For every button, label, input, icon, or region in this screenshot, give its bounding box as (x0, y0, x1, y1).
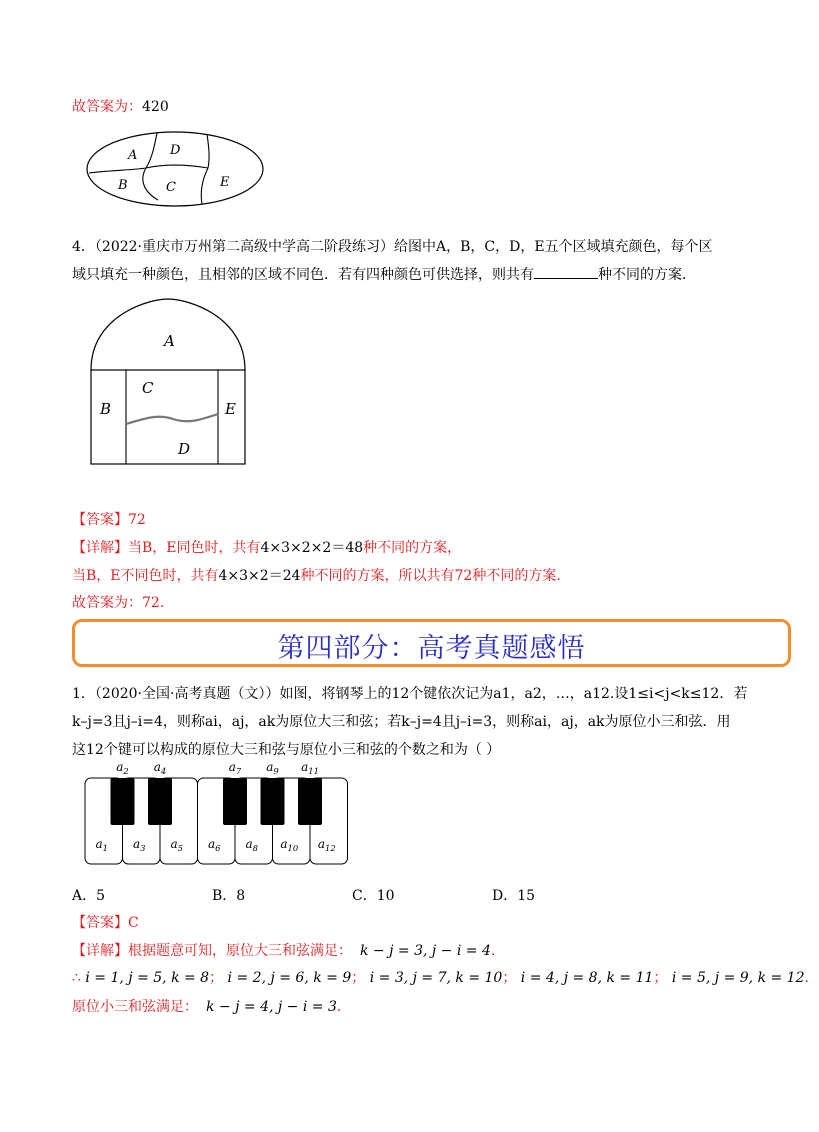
q4-text2b: 种不同的方案． (598, 267, 696, 283)
black-key (223, 778, 247, 825)
answer-tag: 【答案】 (72, 915, 128, 931)
ellipse-label-c: C (166, 180, 176, 195)
black-key (261, 778, 285, 825)
q1-detail2: ∴ i = 1, j = 5, k = 8； i = 2, j = 6, k = 9； i = 3, j = 7, k = 10； i = 4, j = 8, k = 11； i = 5, j = 9, k = 12． (72, 970, 819, 986)
detail-text: 根据题意可知，原位大三和弦满足： (128, 943, 352, 959)
dome-region-figure (88, 296, 250, 468)
white-key-label: $a_3$ (133, 837, 146, 853)
q1-detail1: 【详解】根据题意可知，原位大三和弦满足： k − j = 3, j − i = 4. (72, 943, 496, 959)
final-value: 72. (142, 595, 165, 611)
white-key-label: $a_6$ (208, 837, 221, 853)
q1-detail3: 原位小三和弦满足： k − j = 4, j − i = 3． (72, 999, 351, 1015)
ellipse-label-e: E (220, 175, 230, 190)
answer-blank (534, 266, 598, 279)
dome-label-c: C (142, 379, 154, 397)
ellipse-label-d: D (170, 143, 181, 158)
answer-value: C (128, 915, 139, 931)
q1-number: 1． (72, 686, 95, 702)
ellipse-label-a: A (128, 148, 138, 163)
black-key (298, 778, 322, 825)
q1-line2 (72, 711, 731, 731)
white-key-label: $a_{10}$ (280, 837, 299, 853)
answer-value: 72 (128, 512, 146, 528)
black-key (111, 778, 135, 825)
ellipse-region-figure (84, 128, 266, 210)
answer-line-top (72, 96, 169, 116)
detail-math: 4×3×2＝24 (218, 568, 301, 584)
q1-line3 (72, 739, 500, 759)
detail-math: 4×3×2×2＝48 (260, 540, 364, 556)
black-key-label: $a_{11}$ (301, 760, 319, 776)
answer-tag: 【答案】 (72, 512, 128, 528)
option-d: D．15 (492, 888, 536, 904)
q4-text2a: 域只填充一种颜色，且相邻的区域不同色．若有四种颜色可供选择，则共有 (72, 267, 534, 283)
q4-line2 (72, 264, 696, 284)
q1-text2: k–j=3且j–i=4，则称ai，aj，ak为原位大三和弦；若k–j=4且j–i=3，则称ai，aj，ak为原位小三和弦．用 (72, 714, 731, 730)
detail-tag: 【详解】 (72, 943, 128, 959)
q4-number: 4． (72, 239, 95, 255)
detail-tail: 种不同的方案，所以共有72种不同的方案. (300, 568, 561, 584)
dome-label-b: B (100, 400, 112, 418)
piano-keyboard-figure (82, 758, 350, 866)
detail-math: k − j = 3, j − i = 4 (360, 943, 491, 959)
detail-text: 当B，E同色时，共有 (128, 540, 261, 556)
option-a: A．5 (72, 888, 106, 904)
q1-text1: （2020·全国·高考真题（文））如图，将钢琴上的12个键依次记为a1，a2，…，a12.设1≤i<j<k≤12．若 (94, 686, 748, 702)
q4-final (72, 592, 164, 612)
triple-1: i = 1, j = 5, k = 8 (85, 970, 210, 986)
section-heading-box (72, 619, 791, 667)
triple-5: i = 5, j = 9, k = 12 (671, 970, 805, 986)
white-key-label: $a_{12}$ (317, 837, 336, 853)
detail-text: 原位小三和弦满足： (72, 999, 198, 1015)
dome-label-d: D (178, 440, 191, 458)
detail-text: 当B，E不同色时，共有 (72, 568, 219, 584)
q4-answer (72, 509, 146, 529)
final-label: 故答案为： (72, 595, 142, 611)
white-key-label: $a_5$ (170, 837, 183, 853)
dome-label-e: E (225, 400, 236, 418)
section-title: 第四部分：高考真题感悟 (277, 633, 586, 664)
q1-line1 (72, 683, 747, 703)
black-key (148, 778, 172, 825)
q1-text3: 这12个键可以构成的原位大三和弦与原位小三和弦的个数之和为（ ） (72, 742, 501, 758)
detail-tag: 【详解】 (72, 540, 128, 556)
dome-label-a: A (164, 332, 175, 350)
q1-answer (72, 912, 139, 932)
q4-detail2 (72, 565, 561, 585)
answer-value: 420 (142, 99, 169, 115)
triple-2: i = 2, j = 6, k = 9 (227, 970, 352, 986)
q4-text1: （2022·重庆市万州第二高级中学高二阶段练习）给图中A，B，C，D，E五个区域填充颜色，每个区 (94, 239, 713, 255)
detail-tail: 种不同的方案， (363, 540, 462, 556)
option-b: B．8 (212, 888, 246, 904)
black-key-label: $a_9$ (266, 760, 279, 776)
answer-label: 故答案为： (72, 99, 142, 115)
triple-3: i = 3, j = 7, k = 10 (369, 970, 503, 986)
ellipse-label-b: B (118, 178, 128, 193)
therefore-symbol: ∴ (72, 970, 81, 986)
option-c: C．10 (352, 888, 395, 904)
black-key-label: $a_7$ (228, 760, 242, 776)
q4-line1 (72, 236, 713, 256)
triple-4: i = 4, j = 8, k = 11 (520, 970, 654, 986)
q4-detail1 (72, 537, 461, 557)
black-key-label: $a_4$ (153, 760, 167, 776)
white-key-label: $a_1$ (95, 837, 108, 853)
detail-math: k − j = 4, j − i = 3 (206, 999, 337, 1015)
black-key-label: $a_2$ (116, 760, 129, 776)
white-key-label: $a_8$ (245, 837, 258, 853)
